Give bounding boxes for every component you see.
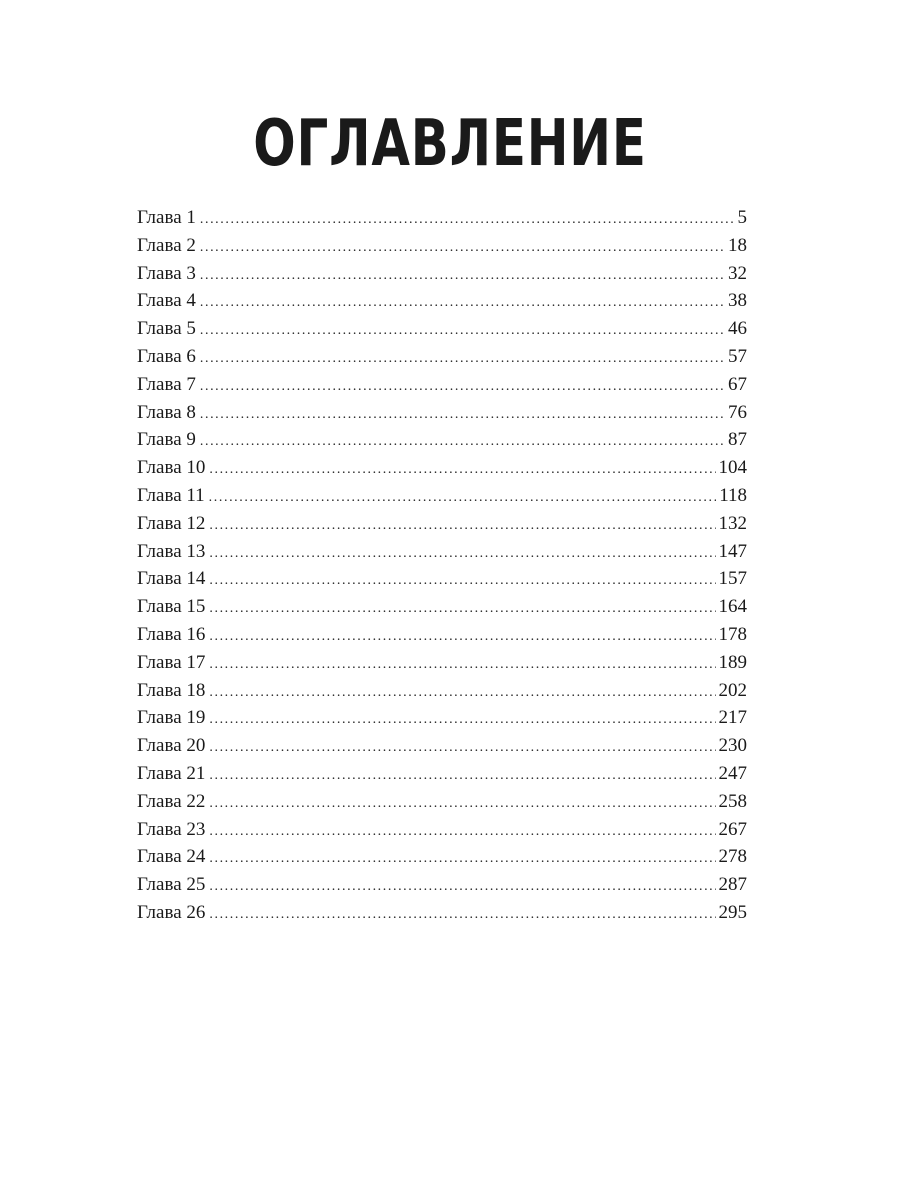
dot-leader	[200, 289, 725, 317]
table-of-contents	[137, 204, 747, 927]
toc-entry-label: Глава 17	[137, 651, 206, 673]
toc-entry[interactable]	[137, 704, 747, 732]
toc-entry[interactable]	[137, 260, 747, 288]
toc-entry[interactable]	[137, 426, 747, 454]
toc-entry-page-number: 202	[718, 679, 747, 701]
dot-leader	[200, 345, 725, 373]
toc-entry-label: Глава 21	[137, 762, 206, 784]
dot-leader	[209, 762, 715, 790]
dot-leader	[209, 651, 715, 679]
toc-entry[interactable]	[137, 371, 747, 399]
toc-entry[interactable]	[137, 287, 747, 315]
toc-entry-label: Глава 19	[137, 707, 206, 729]
toc-entry-label: Глава 25	[137, 874, 206, 896]
dot-leader	[200, 428, 725, 456]
dot-leader	[209, 623, 715, 651]
toc-entry[interactable]	[137, 399, 747, 427]
toc-entry[interactable]	[137, 649, 747, 677]
toc-entry-page-number: 189	[718, 651, 747, 673]
toc-entry-page-number: 267	[718, 818, 747, 840]
toc-entry-label: Глава 15	[137, 596, 206, 618]
dot-leader	[200, 317, 725, 345]
toc-entry[interactable]	[137, 788, 747, 816]
toc-entry-label: Глава 24	[137, 846, 206, 868]
toc-entry-label: Глава 10	[137, 457, 206, 479]
toc-entry[interactable]	[137, 843, 747, 871]
toc-entry-page-number: 178	[718, 623, 747, 645]
toc-entry-page-number: 230	[718, 735, 747, 757]
toc-entry-label: Глава 20	[137, 735, 206, 757]
toc-entry-label: Глава 16	[137, 623, 206, 645]
toc-entry[interactable]	[137, 732, 747, 760]
dot-leader	[200, 401, 725, 429]
toc-entry[interactable]	[137, 565, 747, 593]
toc-entry[interactable]	[137, 816, 747, 844]
toc-entry-page-number: 164	[718, 596, 747, 618]
dot-leader	[209, 706, 715, 734]
dot-leader	[200, 234, 725, 262]
toc-entry-label: Глава 4	[137, 290, 196, 312]
toc-entry[interactable]	[137, 315, 747, 343]
dot-leader	[209, 734, 715, 762]
toc-entry-label: Глава 7	[137, 373, 196, 395]
toc-entry-page-number: 157	[718, 568, 747, 590]
toc-entry-page-number: 287	[718, 874, 747, 896]
page-title: ОГЛАВЛЕНИЕ	[253, 107, 647, 181]
toc-entry-page-number: 76	[728, 401, 747, 423]
dot-leader	[209, 901, 715, 929]
toc-entry-page-number: 247	[718, 762, 747, 784]
toc-entry-page-number: 295	[718, 901, 747, 923]
toc-entry-page-number: 118	[719, 484, 747, 506]
toc-entry-page-number: 278	[718, 846, 747, 868]
dot-leader	[209, 484, 717, 512]
dot-leader	[200, 206, 735, 234]
toc-entry-page-number: 258	[718, 790, 747, 812]
toc-entry[interactable]	[137, 621, 747, 649]
toc-entry-label: Глава 23	[137, 818, 206, 840]
toc-entry-label: Глава 8	[137, 401, 196, 423]
dot-leader	[209, 567, 715, 595]
toc-entry[interactable]	[137, 482, 747, 510]
toc-entry-label: Глава 13	[137, 540, 206, 562]
dot-leader	[209, 873, 715, 901]
dot-leader	[209, 679, 715, 707]
toc-entry-page-number: 67	[728, 373, 747, 395]
toc-entry[interactable]	[137, 899, 747, 927]
dot-leader	[209, 818, 715, 846]
toc-entry[interactable]	[137, 593, 747, 621]
toc-entry[interactable]	[137, 204, 747, 232]
toc-entry-label: Глава 14	[137, 568, 206, 590]
toc-entry[interactable]	[137, 538, 747, 566]
toc-entry-page-number: 87	[728, 429, 747, 451]
toc-entry-page-number: 38	[728, 290, 747, 312]
dot-leader	[200, 262, 725, 290]
toc-entry-label: Глава 11	[137, 484, 205, 506]
dot-leader	[209, 512, 715, 540]
toc-entry-page-number: 104	[718, 457, 747, 479]
toc-entry[interactable]	[137, 232, 747, 260]
toc-entry-label: Глава 2	[137, 234, 196, 256]
toc-entry-label: Глава 22	[137, 790, 206, 812]
dot-leader	[200, 373, 725, 401]
toc-entry-page-number: 46	[728, 318, 747, 340]
toc-entry[interactable]	[137, 343, 747, 371]
toc-entry-page-number: 147	[718, 540, 747, 562]
toc-entry-page-number: 32	[728, 262, 747, 284]
toc-entry-label: Глава 5	[137, 318, 196, 340]
dot-leader	[209, 790, 715, 818]
toc-entry[interactable]	[137, 510, 747, 538]
dot-leader	[209, 845, 715, 873]
dot-leader	[209, 595, 715, 623]
toc-entry-page-number: 132	[718, 512, 747, 534]
toc-entry[interactable]	[137, 454, 747, 482]
toc-entry-label: Глава 9	[137, 429, 196, 451]
dot-leader	[209, 456, 715, 484]
toc-entry-page-number: 217	[718, 707, 747, 729]
toc-entry-page-number: 57	[728, 345, 747, 367]
dot-leader	[209, 540, 715, 568]
toc-entry-label: Глава 26	[137, 901, 206, 923]
toc-entry-page-number: 18	[728, 234, 747, 256]
toc-entry[interactable]	[137, 760, 747, 788]
toc-entry[interactable]	[137, 677, 747, 705]
toc-entry-label: Глава 18	[137, 679, 206, 701]
toc-entry-label: Глава 12	[137, 512, 206, 534]
toc-entry-label: Глава 6	[137, 345, 196, 367]
toc-entry-label: Глава 1	[137, 207, 196, 228]
toc-entry[interactable]	[137, 871, 747, 899]
toc-entry-label: Глава 3	[137, 262, 196, 284]
toc-entry-page-number: 5	[737, 207, 747, 228]
